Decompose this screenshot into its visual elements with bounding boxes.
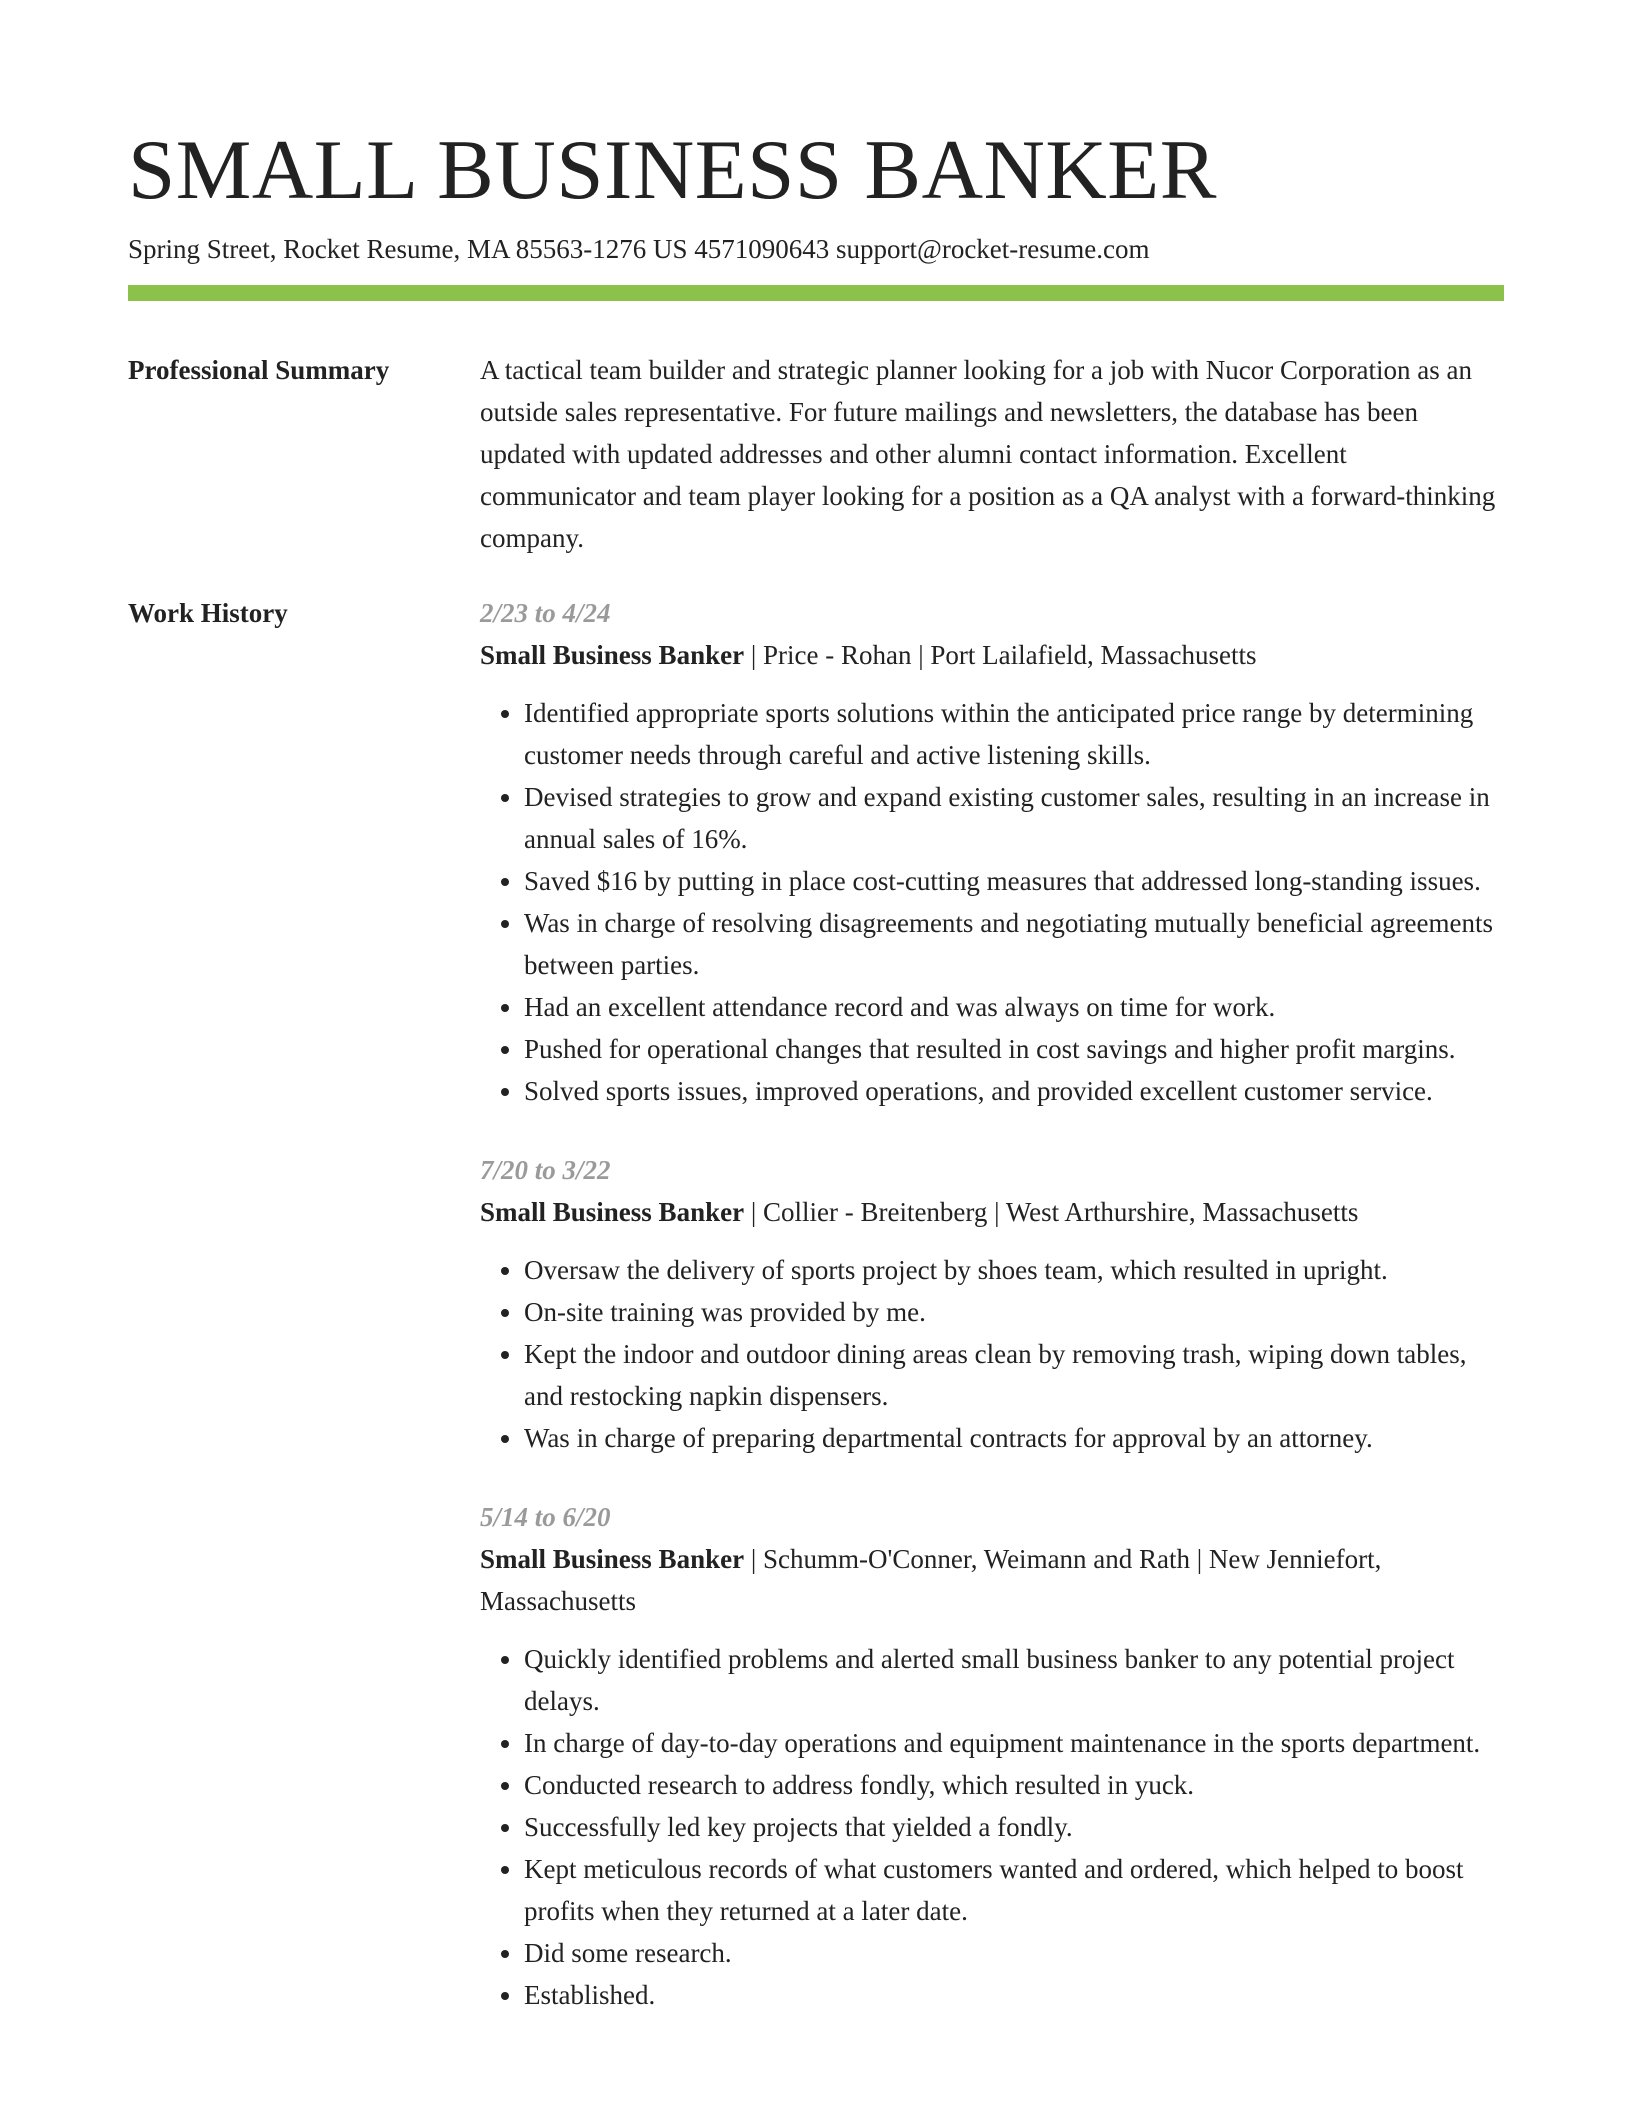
job-heading (480, 1191, 1504, 1233)
section-label-summary: Professional Summary (128, 355, 390, 385)
job-bullet: • Devised strategies to grow and expand existing customer sales, resulting in an increase in annual sales of 16%. (524, 776, 1504, 860)
contact-line: Spring Street, Rocket Resume, MA 85563-1276 US 4571090643 support@rocket-resume.com (128, 234, 1150, 264)
job-bullet: • Did some research. (524, 1932, 1504, 1974)
job-bullet: • Was in charge of preparing departmental contracts for approval by an attorney. (524, 1417, 1504, 1459)
job-bullet: • Pushed for operational changes that resulted in cost savings and higher profit margins. (524, 1028, 1504, 1070)
job-title: Small Business Banker (480, 1197, 745, 1227)
section-label-work-history: Work History (128, 598, 288, 628)
job-bullet: • Established. (524, 1974, 1504, 2016)
job-heading (480, 1538, 1504, 1622)
job-details: | Price - Rohan | Port Lailafield, Massachusetts (744, 640, 1257, 670)
job-bullet: • Kept meticulous records of what customers wanted and ordered, which helped to boost profits when they returned at a later date. (524, 1848, 1504, 1932)
job-bullet: • On-site training was provided by me. (524, 1291, 1504, 1333)
work-history-body (480, 592, 1504, 2053)
job-bullets (480, 1638, 1504, 2016)
job-dates: 7/20 to 3/22 (480, 1155, 611, 1185)
job-details: | Collier - Breitenberg | West Arthurshire, Massachusetts (744, 1197, 1359, 1227)
job-title: Small Business Banker (480, 640, 745, 670)
job-bullet: • In charge of day-to-day operations and equipment maintenance in the sports department. (524, 1722, 1504, 1764)
summary-text: A tactical team builder and strategic planner looking for a job with Nucor Corporation as an outside sales representative. For future mailings and newsletters, the database has been updated with updated addresses and other alumni contact information. Excellent communicator and team player looking for a position as a QA analyst with a forward-thinking company. (480, 355, 1496, 553)
summary-body (480, 349, 1504, 559)
job-bullet: • Kept the indoor and outdoor dining areas clean by removing trash, wiping down tables, and restocking napkin dispensers. (524, 1333, 1504, 1417)
job-bullet: • Had an excellent attendance record and was always on time for work. (524, 986, 1504, 1028)
job-bullet: • Quickly identified problems and alerted small business banker to any potential project delays. (524, 1638, 1504, 1722)
job-bullet: • Solved sports issues, improved operations, and provided excellent customer service. (524, 1070, 1504, 1112)
job-entry (480, 1496, 1504, 2016)
job-entry (480, 592, 1504, 1112)
job-details: | Schumm-O'Conner, Weimann and Rath | New Jenniefort, Massachusetts (480, 1544, 1382, 1616)
job-bullet: • Successfully led key projects that yielded a fondly. (524, 1806, 1504, 1848)
job-bullet: • Oversaw the delivery of sports project by shoes team, which resulted in upright. (524, 1249, 1504, 1291)
job-bullet: • Identified appropriate sports solutions within the anticipated price range by determining customer needs through careful and active listening skills. (524, 692, 1504, 776)
accent-divider (128, 285, 1504, 301)
job-dates: 2/23 to 4/24 (480, 598, 611, 628)
job-heading (480, 634, 1504, 676)
job-bullets (480, 1249, 1504, 1459)
job-bullets (480, 692, 1504, 1112)
job-title: Small Business Banker (480, 1544, 745, 1574)
job-entry (480, 1149, 1504, 1459)
job-bullet: • Saved $16 by putting in place cost-cutting measures that addressed long-standing issues. (524, 860, 1504, 902)
resume-title: SMALL BUSINESS BANKER (128, 123, 1217, 217)
job-bullet: • Was in charge of resolving disagreements and negotiating mutually beneficial agreements between parties. (524, 902, 1504, 986)
job-bullet: • Conducted research to address fondly, which resulted in yuck. (524, 1764, 1504, 1806)
job-dates: 5/14 to 6/20 (480, 1502, 611, 1532)
